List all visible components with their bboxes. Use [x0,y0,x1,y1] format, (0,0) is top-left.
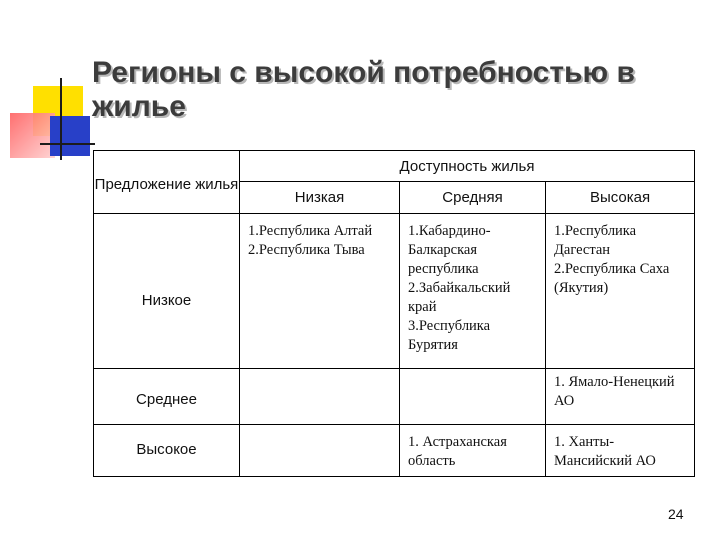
region-item: 1.Республика Дагестан [554,223,637,258]
column-header-medium: Средняя [400,182,546,214]
row-label-medium: Среднее [94,369,240,425]
slide-title: Регионы с высокой потребностью в жилье [92,56,635,123]
table-cell [546,214,695,369]
table-cell-empty [400,369,546,425]
table-cell-empty [240,425,400,477]
row-label-high: Высокое [94,425,240,477]
table-header-row [94,151,695,182]
horizontal-line-decoration [40,143,95,145]
supply-header-cell [94,151,240,214]
column-header-low: Низкая [240,182,400,214]
table-cell [546,369,695,425]
housing-need-table [93,150,695,477]
table-row [94,214,695,369]
table-cell [400,214,546,369]
table-cell [546,425,695,477]
red-square-decoration [10,113,55,158]
row-label-low: Низкое [94,214,240,369]
decorative-corner-graphic [0,0,90,170]
column-header-high: Высокая [546,182,695,214]
region-item: 1.Республика Алтай [248,223,373,239]
region-item: 3.Республика Бурятия [408,318,491,353]
region-item: 1. Ханты- Мансийский АО [554,434,656,469]
table-row [94,369,695,425]
region-item: 1. Астраханская область [408,434,507,469]
page-number: 24 [668,506,684,522]
availability-header-cell [240,151,695,182]
vertical-line-decoration [60,78,62,160]
table-row [94,425,695,477]
region-item: 2.Республика Тыва [248,242,365,258]
table-cell-empty [240,369,400,425]
availability-header-label: Доступность жилья [399,157,535,175]
supply-header-label: Предложение жилья [94,175,239,193]
blue-square-decoration [50,116,90,156]
table-cell [240,214,400,369]
table-cell [400,425,546,477]
region-item: 1.Кабардино- Балкарская республика [408,223,491,277]
region-item: 2.Республика Саха (Якутия) [554,261,670,296]
region-item: 2.Забайкальский край [408,280,511,315]
region-item: 1. Ямало-Ненецкий АО [554,374,675,409]
